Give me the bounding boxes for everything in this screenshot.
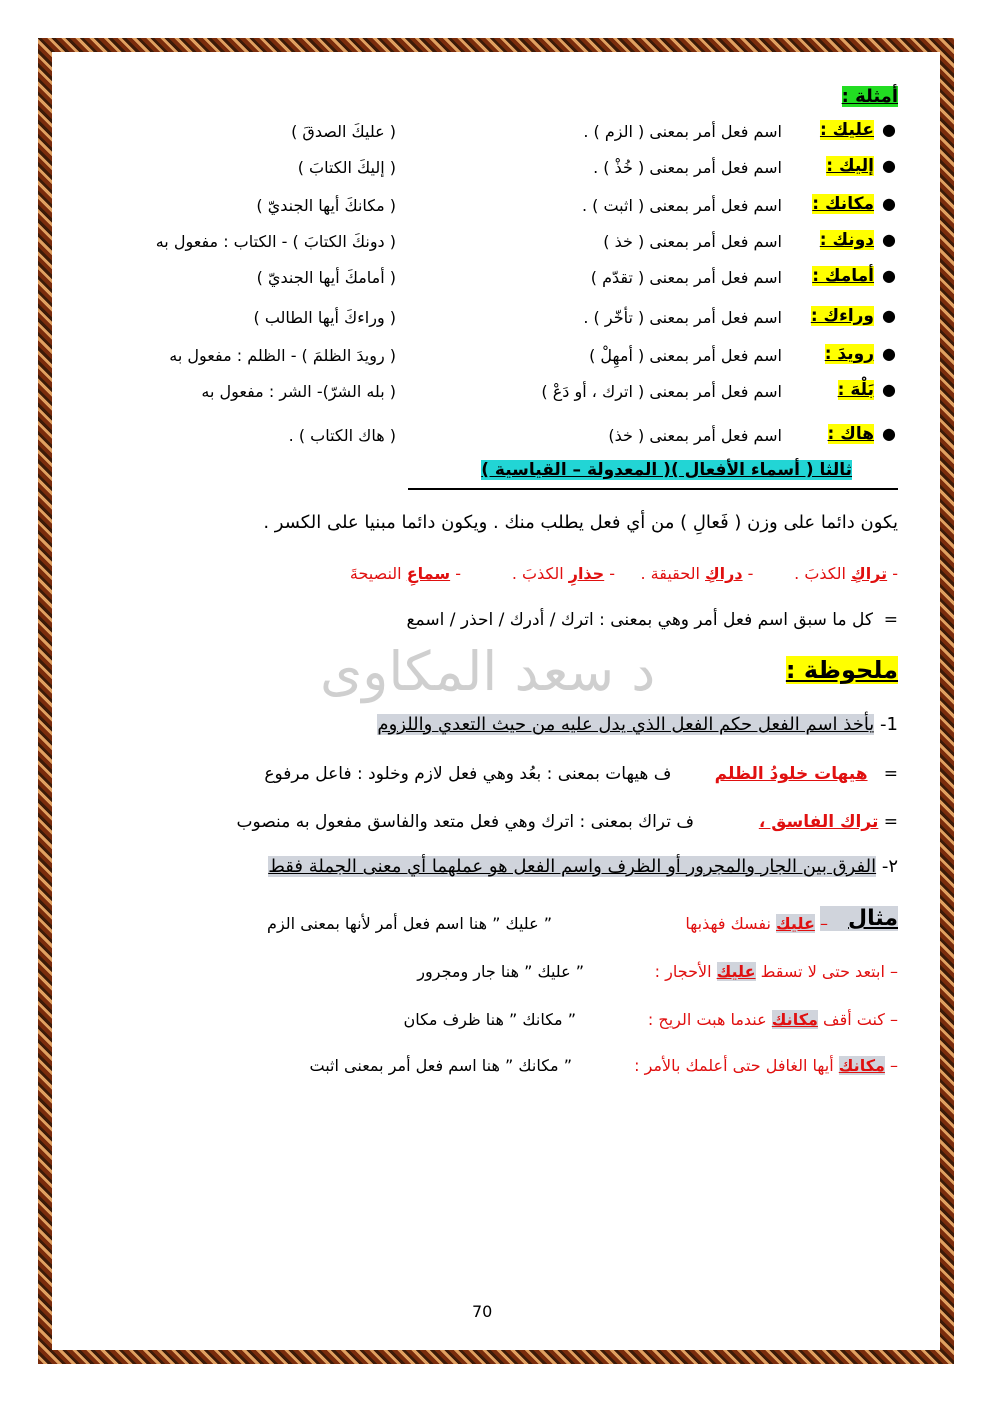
bullet-icon: ● bbox=[882, 266, 896, 285]
example-meaning: اسم فعل أمر بمعنى ( اثبت ) . bbox=[581, 196, 782, 215]
example-sample: ( بله الشرّ)- الشر : مفعول به bbox=[201, 382, 396, 401]
red-examples-row bbox=[350, 564, 898, 583]
red-example-4: - سماعِ النصيحةَ bbox=[349, 564, 461, 583]
example-meaning: اسم فعل أمر بمعنى ( تقدّم ) bbox=[590, 268, 782, 287]
bullet-icon: ● bbox=[882, 194, 896, 213]
example-meaning: اسم فعل أمر بمعنى ( خذ ) bbox=[603, 232, 782, 251]
example-explanation: ” مكانك ” هنا اسم فعل أمر بمعنى اثبت bbox=[309, 1056, 572, 1075]
red-example-2: - دراكِ الحقيقة . bbox=[640, 564, 754, 583]
author-watermark: د سعد المكاوى bbox=[320, 640, 656, 703]
example-explanation: ” مكانك ” هنا ظرف مكان bbox=[403, 1010, 576, 1029]
example-sentence: – كنت أقف مكانك عندما هبت الريح : bbox=[647, 1010, 898, 1029]
examples-heading: أمثلة : bbox=[841, 86, 898, 107]
example-meaning: اسم فعل أمر بمعنى ( الزم ) . bbox=[583, 122, 782, 141]
example-word: عليك : bbox=[819, 120, 874, 140]
example-word: أمامك : bbox=[812, 266, 874, 286]
example-explanation: ” عليك ” هنا جار ومجرور bbox=[417, 962, 584, 981]
note-2: ٢- الفرق بين الجار والمجرور أو الظرف واسم الفعل هو عملهما أي معنى الجملة فقط bbox=[268, 856, 898, 877]
example-meaning: اسم فعل أمر بمعنى ( اترك ، أو دَعْ ) bbox=[541, 382, 782, 401]
bullet-icon: ● bbox=[882, 230, 896, 249]
example-sample: ( رويدَ الظلمَ ) - الظلم : مفعول به bbox=[169, 346, 396, 365]
example-word: مكانك : bbox=[812, 194, 874, 214]
example-word: وراءك : bbox=[810, 306, 874, 326]
note-heading: ملحوظة : bbox=[785, 656, 898, 684]
example-sample: ( مكانكَ أيها الجنديّ ) bbox=[256, 196, 396, 215]
example-word: هاك : bbox=[827, 424, 874, 444]
bullet-icon: ● bbox=[882, 306, 896, 325]
example-sample: ( دونكَ الكتابَ ) - الكتاب : مفعول به bbox=[155, 232, 396, 251]
example-sample: ( هاك الكتاب ) . bbox=[288, 426, 396, 445]
example-meaning: اسم فعل أمر بمعنى ( أمهِلْ ) bbox=[589, 346, 782, 365]
note-1-example-2: = تراك الفاسق ، ف تراك بمعنى : اترك وهي فعل متعد والفاسق مفعول به منصوب bbox=[236, 812, 898, 832]
example-sample: ( وراءكَ أيها الطالب ) bbox=[253, 308, 396, 327]
example-word: رويدَ : bbox=[824, 344, 874, 364]
red-example-1: - تراكِ الكذبَ . bbox=[794, 564, 898, 583]
bullet-icon: ● bbox=[882, 424, 896, 443]
example-word: إليك : bbox=[826, 156, 874, 176]
all-above-line: = كل ما سبق اسم فعل أمر وهي بمعنى : اترك / أدرك / احذر / اسمع bbox=[406, 610, 898, 630]
section-title: ثالثا ( أسماء الأفعال )( المعدولة – القياسية ) bbox=[481, 460, 852, 480]
example-meaning: اسم فعل أمر بمعنى ( خُذْ ) . bbox=[593, 158, 782, 177]
bullet-icon: ● bbox=[882, 120, 896, 139]
bullet-icon: ● bbox=[882, 344, 896, 363]
rule-text: يكون دائما على وزن ( فَعالِ ) من أي فعل يطلب منك . ويكون دائما مبنيا على الكسر . bbox=[263, 512, 898, 533]
red-example-3: - حذارِ الكذبَ . bbox=[511, 564, 616, 583]
example-sample: ( إليكَ الكتابَ ) bbox=[297, 158, 396, 177]
note-1-example-1: = هيهات خلودُ الظلم ف هيهات بمعنى : بعُد وهي فعل لازم وخلود : فاعل مرفوع bbox=[264, 764, 898, 784]
example-word: بَلْهَ : bbox=[837, 380, 874, 400]
example-explanation: ” عليك ” هنا اسم فعل أمر لأنها بمعنى الزم bbox=[267, 914, 552, 933]
example-word: دونك : bbox=[819, 230, 874, 250]
example-sentence: – مكانك أيها الغافل حتى أعلمك بالأمر : bbox=[634, 1056, 898, 1075]
example-sentence: – ابتعد حتى لا تسقط عليك الأحجار : bbox=[654, 962, 898, 981]
bullet-icon: ● bbox=[882, 156, 896, 175]
example-meaning: اسم فعل أمر بمعنى ( خذ) bbox=[608, 426, 782, 445]
example-label: مثال bbox=[820, 906, 898, 931]
note-1: 1- يأخذ اسم الفعل حكم الفعل الذي يدل عليه من حيث التعدي واللزوم bbox=[377, 714, 898, 735]
example-sample: ( عليكَ الصدقَ ) bbox=[291, 122, 396, 141]
page-number: 70 bbox=[472, 1302, 493, 1321]
example-meaning: اسم فعل أمر بمعنى ( تأخّر ) . bbox=[583, 308, 782, 327]
bullet-icon: ● bbox=[882, 380, 896, 399]
example-sentence: – عليك نفسك فهذبها bbox=[685, 914, 828, 933]
example-sample: ( أمامكَ أيها الجنديّ ) bbox=[256, 268, 396, 287]
